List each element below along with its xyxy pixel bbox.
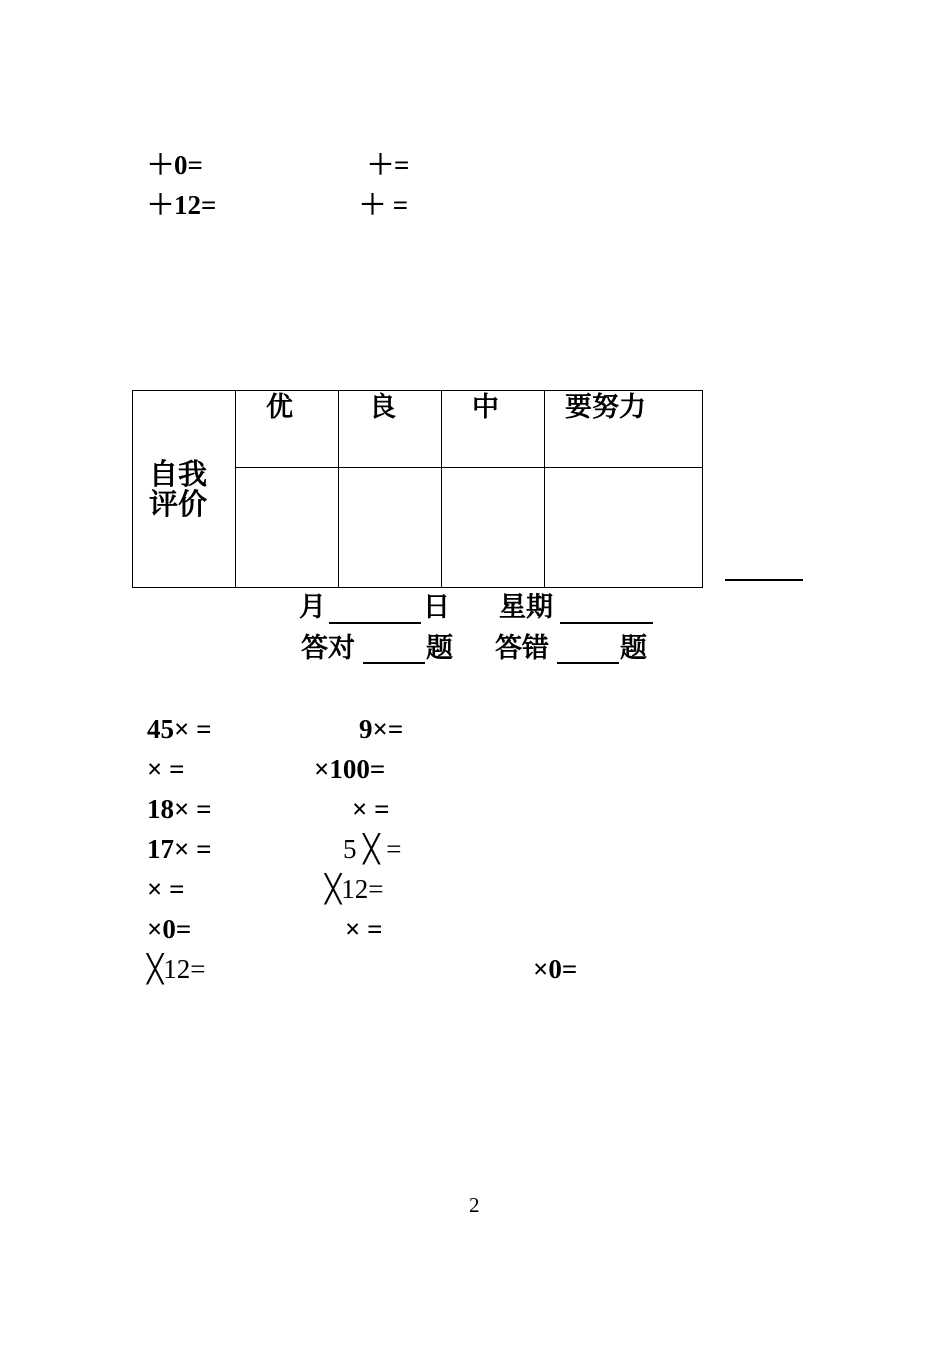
equation-mul-1-left: 45× =	[147, 714, 212, 744]
equation-top-1-right: ＋=	[367, 150, 410, 180]
equation-mul-7-right: ×0=	[533, 954, 578, 984]
blank-line-correct[interactable]	[363, 662, 425, 664]
self-evaluation-table	[132, 390, 703, 588]
grade-box-needs-effort[interactable]	[545, 468, 703, 588]
equation-mul-4-right: 5 ╳ =	[343, 834, 402, 864]
blank-line-weekday[interactable]	[560, 622, 653, 624]
grade-header-fair: 中	[442, 391, 545, 468]
equation-mul-4-left: 17× =	[147, 834, 212, 864]
weekday-label: 星期	[499, 592, 553, 623]
equation-mul-1-right: 9×=	[359, 714, 404, 744]
blank-line-wrong[interactable]	[557, 662, 619, 664]
wrong-label: 答错	[495, 633, 549, 664]
equation-mul-2-left: × =	[147, 754, 185, 784]
grade-header-good: 良	[339, 391, 442, 468]
self-evaluation-label-cell	[133, 391, 236, 588]
equation-top-2-right: ＋ =	[359, 190, 409, 220]
equation-mul-5-left: × =	[147, 874, 185, 904]
equation-mul-3-right: × =	[352, 794, 390, 824]
month-label: 月	[299, 592, 326, 623]
blank-line-month[interactable]	[329, 622, 421, 624]
grade-header-excellent: 优	[236, 391, 339, 468]
blank-line-year[interactable]	[725, 579, 803, 581]
self-evaluation-label-line1: 自我	[149, 457, 208, 491]
equation-mul-2-right: ×100=	[314, 754, 386, 784]
equation-mul-7-left: ╳12=	[147, 954, 206, 984]
grade-box-good[interactable]	[339, 468, 442, 588]
page-number: 2	[469, 1193, 480, 1217]
equation-mul-3-left: 18× =	[147, 794, 212, 824]
wrong-unit: 题	[620, 633, 647, 664]
correct-unit: 题	[426, 633, 453, 664]
equation-mul-6-left: ×0=	[147, 914, 192, 944]
equation-top-2-left: ＋12=	[147, 190, 217, 220]
day-label: 日	[423, 592, 450, 623]
grade-box-excellent[interactable]	[236, 468, 339, 588]
grade-box-fair[interactable]	[442, 468, 545, 588]
self-evaluation-label-line2: 评价	[149, 487, 208, 521]
equation-mul-5-right: ╳12=	[325, 874, 384, 904]
grade-header-needs-effort: 要努力	[545, 391, 703, 468]
equation-mul-6-right: × =	[345, 914, 383, 944]
equation-top-1-left: ＋0=	[147, 150, 203, 180]
correct-label: 答对	[301, 633, 355, 664]
